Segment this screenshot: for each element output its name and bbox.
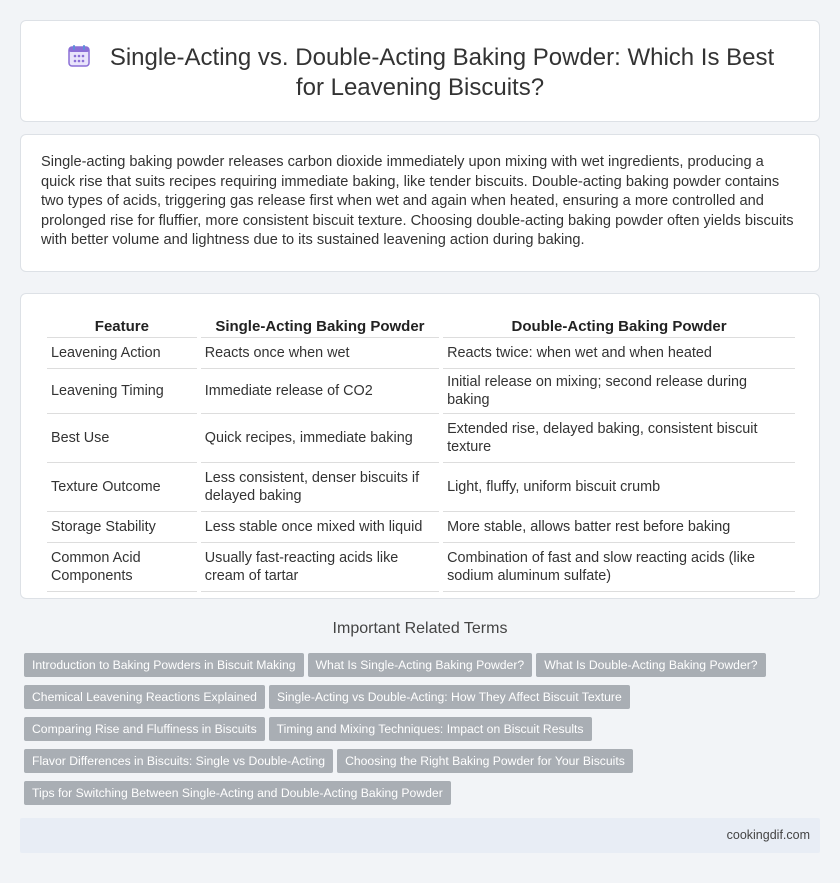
table-cell-double: More stable, allows batter rest before baking (443, 512, 795, 543)
tag-row (24, 749, 804, 781)
tag-row (24, 685, 804, 717)
table-cell-double: Initial release on mixing; second release during baking (443, 369, 795, 414)
calendar-icon (66, 43, 92, 69)
table-cell-feature: Texture Outcome (47, 463, 197, 512)
table-cell-single: Reacts once when wet (201, 338, 439, 369)
tag-row (24, 781, 804, 813)
related-term-link[interactable]: Chemical Leavening Reactions Explained (24, 685, 265, 709)
comparison-table (43, 316, 799, 592)
related-term-link[interactable]: Introduction to Baking Powders in Biscuit Making (24, 653, 304, 677)
column-header-double-acting: Double-Acting Baking Powder (443, 316, 795, 338)
related-term-link[interactable]: Comparing Rise and Fluffiness in Biscuits (24, 717, 265, 741)
table-cell-single: Quick recipes, immediate baking (201, 414, 439, 463)
footer-site-name: cookingdif.com (726, 828, 810, 842)
related-terms-list (24, 653, 804, 813)
page-title: Single-Acting vs. Double-Acting Baking Powder: Which Is Best for Leavening Biscuits? (109, 44, 775, 101)
related-term-link[interactable]: Timing and Mixing Techniques: Impact on Biscuit Results (269, 717, 592, 741)
table-cell-feature: Storage Stability (47, 512, 197, 543)
table-row (47, 414, 795, 463)
table-row (47, 512, 795, 543)
table-cell-feature: Leavening Action (47, 338, 197, 369)
table-cell-single: Immediate release of CO2 (201, 369, 439, 414)
table-cell-feature: Best Use (47, 414, 197, 463)
related-term-link[interactable]: Tips for Switching Between Single-Acting and Double-Acting Baking Powder (24, 781, 451, 805)
table-cell-double: Combination of fast and slow reacting acids (like sodium aluminum sulfate) (443, 543, 795, 592)
table-cell-single: Less consistent, denser biscuits if delayed baking (201, 463, 439, 512)
related-term-link[interactable]: Flavor Differences in Biscuits: Single vs Double-Acting (24, 749, 333, 773)
tag-row (24, 717, 804, 749)
table-cell-feature: Common Acid Components (47, 543, 197, 592)
table-row (47, 463, 795, 512)
table-cell-single: Usually fast-reacting acids like cream of tartar (201, 543, 439, 592)
table-cell-single: Less stable once mixed with liquid (201, 512, 439, 543)
footer (20, 818, 820, 853)
related-term-link[interactable]: Single-Acting vs Double-Acting: How They Affect Biscuit Texture (269, 685, 630, 709)
related-term-link[interactable]: What Is Single-Acting Baking Powder? (308, 653, 533, 677)
table-row (47, 338, 795, 369)
intro-paragraph: Single-acting baking powder releases carbon dioxide immediately upon mixing with wet ingredients, producing a quick rise that suits recipes requiring immediate baking, like tender biscuits. Double-acting baking powder contains two types of acids, triggering gas release first when wet and again when heated, ensuring a more controlled and prolonged rise for fluffier, more consistent biscuit texture. Choosing double-acting baking powder often yields biscuits with better volume and lightness due to its sustained leavening action during baking. (41, 154, 794, 248)
column-header-single-acting: Single-Acting Baking Powder (201, 316, 439, 338)
table-cell-double: Light, fluffy, uniform biscuit crumb (443, 463, 795, 512)
table-row (47, 543, 795, 592)
column-header-feature: Feature (47, 316, 197, 338)
table-cell-double: Extended rise, delayed baking, consistent biscuit texture (443, 414, 795, 463)
table-header-row (47, 316, 795, 338)
page-title-row (21, 43, 819, 103)
related-terms-heading: Important Related Terms (332, 620, 508, 637)
table-row (47, 369, 795, 414)
tag-row (24, 653, 804, 685)
comparison-card (20, 293, 820, 599)
related-term-link[interactable]: What Is Double-Acting Baking Powder? (536, 653, 765, 677)
intro-card (20, 134, 820, 272)
table-cell-double: Reacts twice: when wet and when heated (443, 338, 795, 369)
title-card (20, 20, 820, 122)
table-cell-feature: Leavening Timing (47, 369, 197, 414)
related-term-link[interactable]: Choosing the Right Baking Powder for Your Biscuits (337, 749, 633, 773)
